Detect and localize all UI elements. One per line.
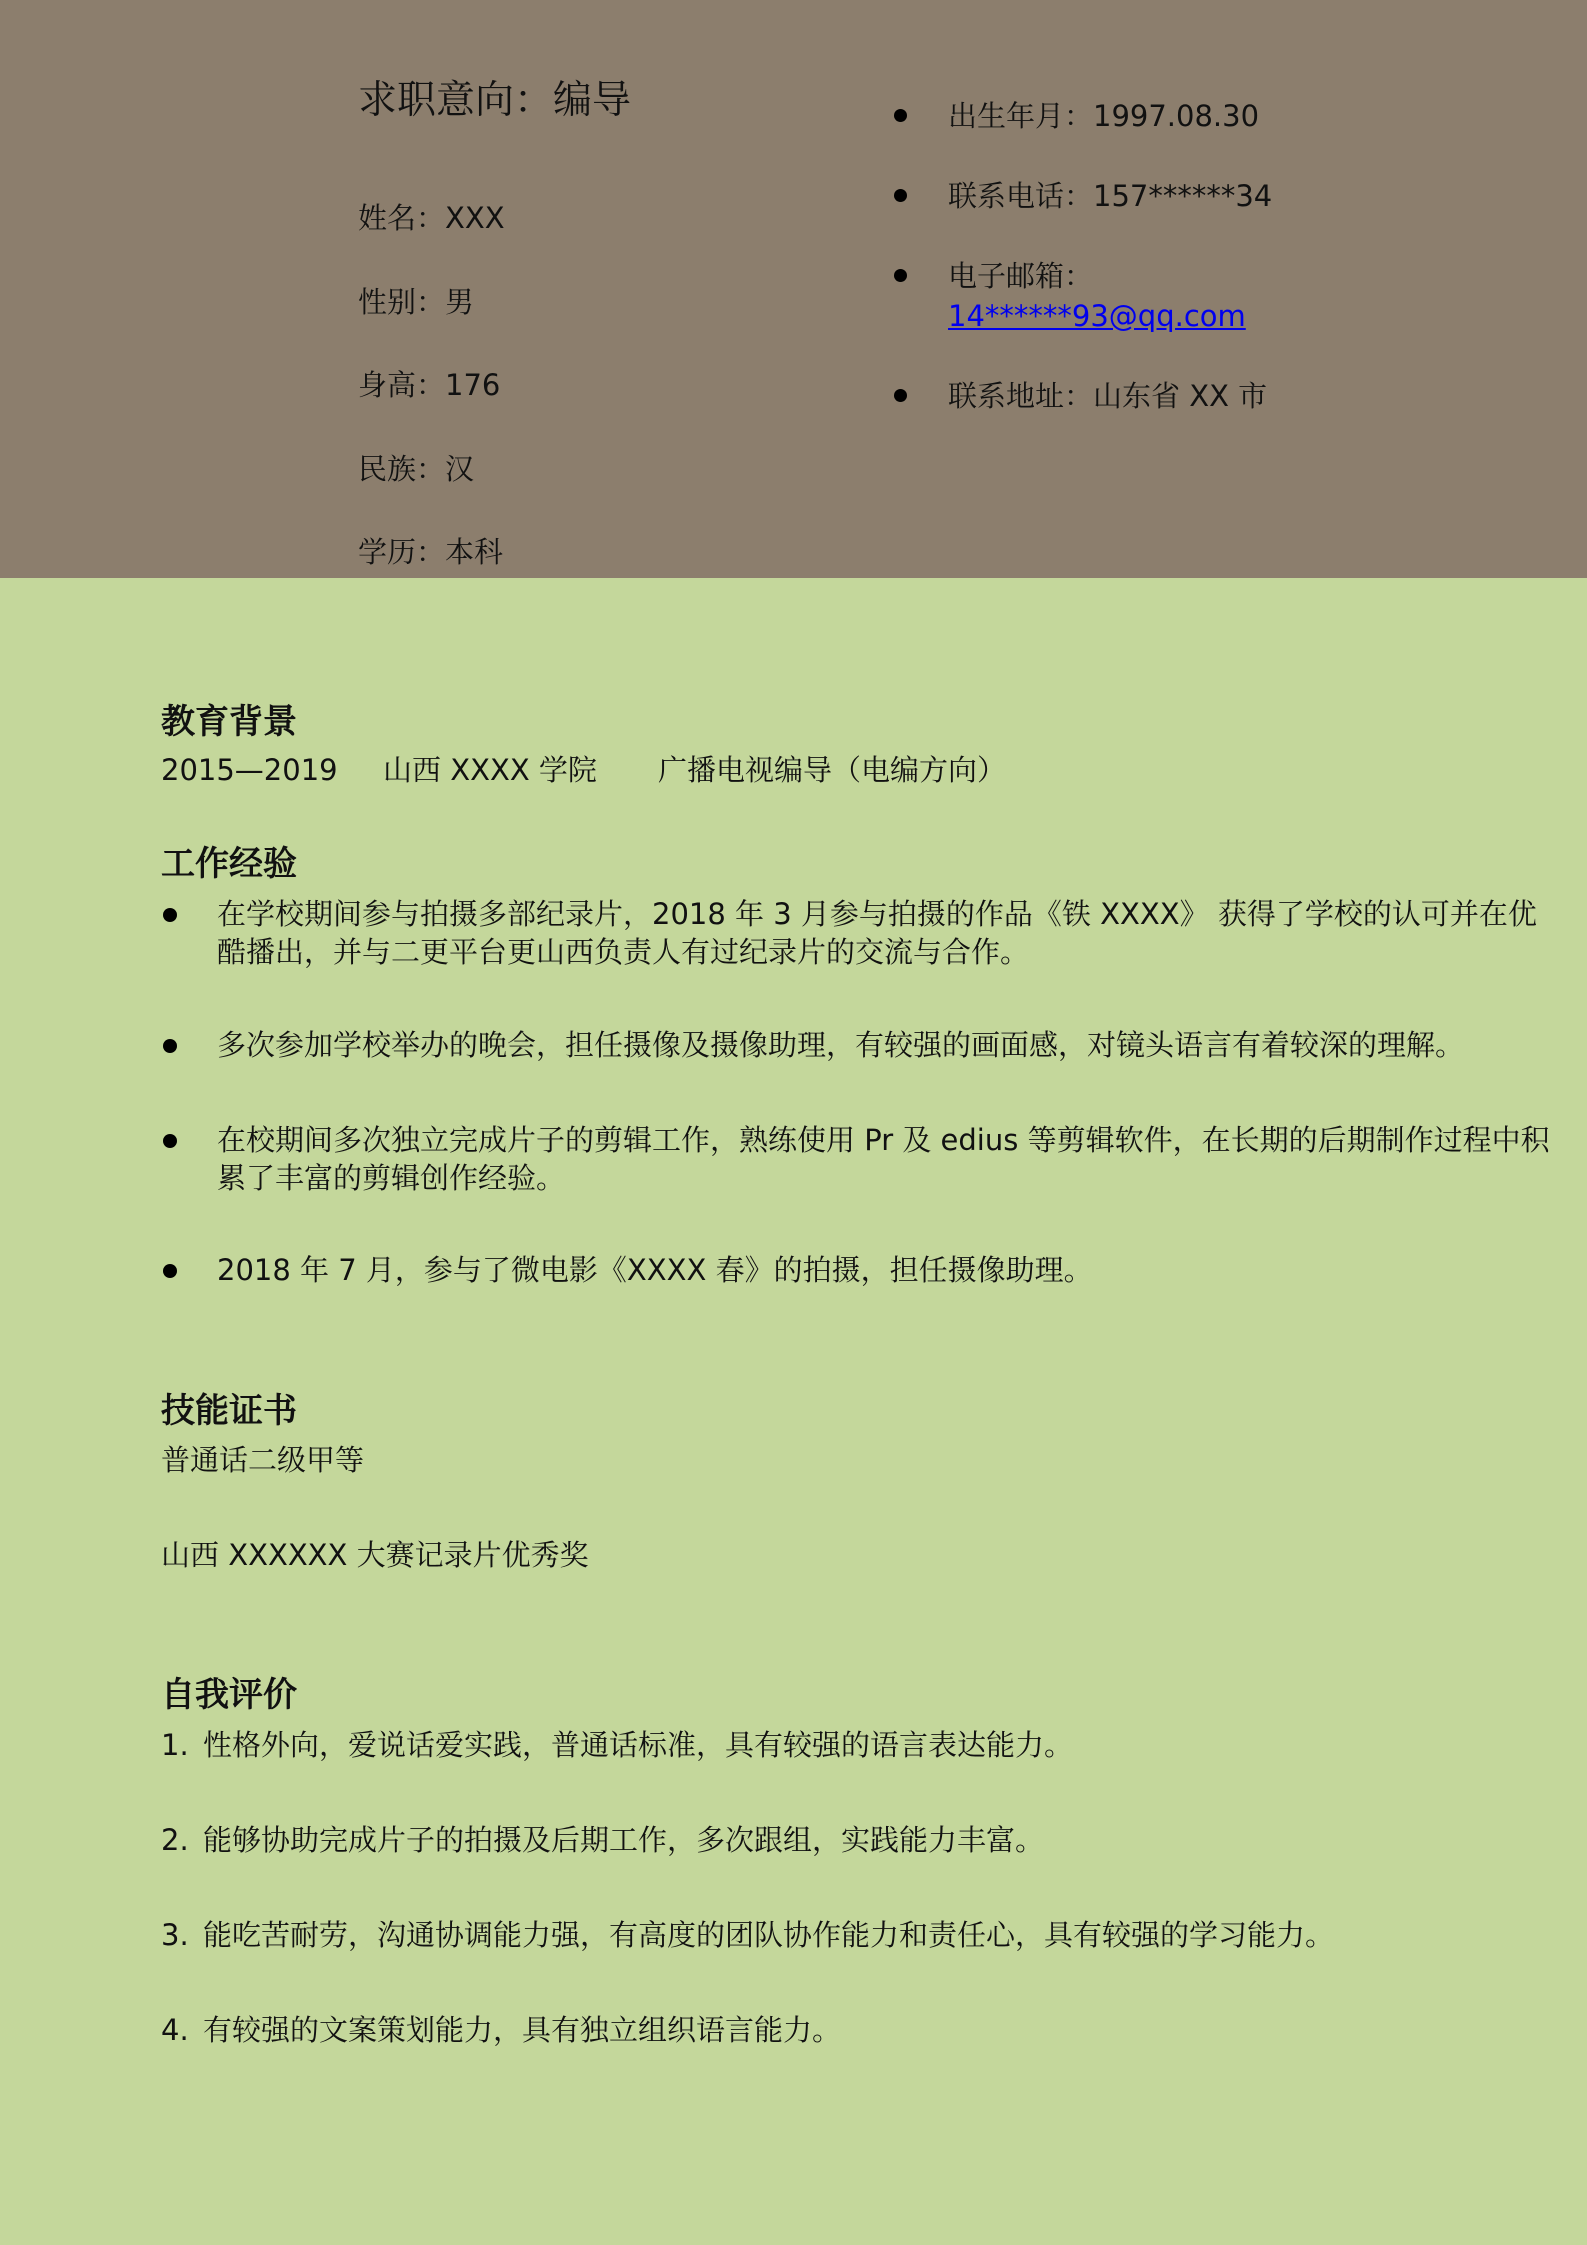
skill-item: 普通话二级甲等 <box>161 1443 365 1477</box>
self-eval-text: 能吃苦耐劳，沟通协调能力强，有高度的团队协作能力和责任心，具有较强的学习能力。 <box>203 1918 1335 1952</box>
bullet-dot-icon <box>163 908 177 922</box>
bullet-dot-icon <box>894 389 907 402</box>
bullet-dot-icon <box>894 269 907 282</box>
bullet-dot-icon <box>163 1264 177 1278</box>
height-field: 身高：176 <box>358 368 501 402</box>
gender-field: 性别：男 <box>358 285 475 319</box>
work-item-text: 2018 年 7 月，参与了微电影《XXXX 春》的拍摄，担任摄像助理。 <box>217 1253 1093 1287</box>
self-eval-text: 性格外向，爱说话爱实践，普通话标准，具有较强的语言表达能力。 <box>203 1728 1074 1762</box>
self-eval-number: 3. <box>161 1918 189 1952</box>
phone-field: 联系电话：157******34 <box>948 179 1273 213</box>
self-eval-text: 有较强的文案策划能力，具有独立组织语言能力。 <box>203 2013 842 2047</box>
email-label: 电子邮箱： <box>948 259 1094 293</box>
bullet-dot-icon <box>163 1134 177 1148</box>
education-major: 广播电视编导（电编方向） <box>658 753 1007 787</box>
work-item-text: 多次参加学校举办的晚会，担任摄像及摄像助理，有较强的画面感，对镜头语言有着较深的理解。 <box>217 1028 1465 1062</box>
work-item-text: 在校期间多次独立完成片子的剪辑工作，熟练使用 Pr 及 edius 等剪辑软件，在长期的后期制作过程中积累了丰富的剪辑创作经验。 <box>217 1123 1550 1195</box>
education-school: 山西 XXXX 学院 <box>383 753 597 787</box>
skill-item: 山西 XXXXXX 大赛记录片优秀奖 <box>161 1538 589 1572</box>
email-field <box>948 256 1448 336</box>
education-years: 2015—2019 <box>161 753 338 787</box>
name-field: 姓名：XXX <box>358 201 505 235</box>
address-field: 联系地址：山东省 XX 市 <box>948 379 1268 413</box>
bullet-dot-icon <box>163 1039 177 1053</box>
self-eval-number: 1. <box>161 1728 189 1762</box>
education-title: 教育背景 <box>161 702 297 742</box>
education-level-field: 学历：本科 <box>358 535 504 569</box>
skills-title: 技能证书 <box>161 1391 297 1431</box>
self-eval-text: 能够协助完成片子的拍摄及后期工作，多次跟组，实践能力丰富。 <box>203 1823 1045 1857</box>
bullet-dot-icon <box>894 109 907 122</box>
job-intent: 求职意向：编导 <box>358 78 632 123</box>
work-item-text: 在学校期间参与拍摄多部纪录片，2018 年 3 月参与拍摄的作品《铁 XXXX》 获得了学校的认可并在优酷播出，并与二更平台更山西负责人有过纪录片的交流与合作。 <box>217 897 1537 969</box>
self-eval-number: 2. <box>161 1823 189 1857</box>
self-eval-number: 4. <box>161 2013 189 2047</box>
ethnicity-field: 民族：汉 <box>358 452 475 486</box>
header-band <box>0 0 1587 578</box>
self-eval-title: 自我评价 <box>161 1675 297 1715</box>
work-title: 工作经验 <box>161 844 297 884</box>
bullet-dot-icon <box>894 189 907 202</box>
birth-field: 出生年月：1997.08.30 <box>948 99 1260 133</box>
email-link[interactable]: 14******93@qq.com <box>948 299 1246 333</box>
